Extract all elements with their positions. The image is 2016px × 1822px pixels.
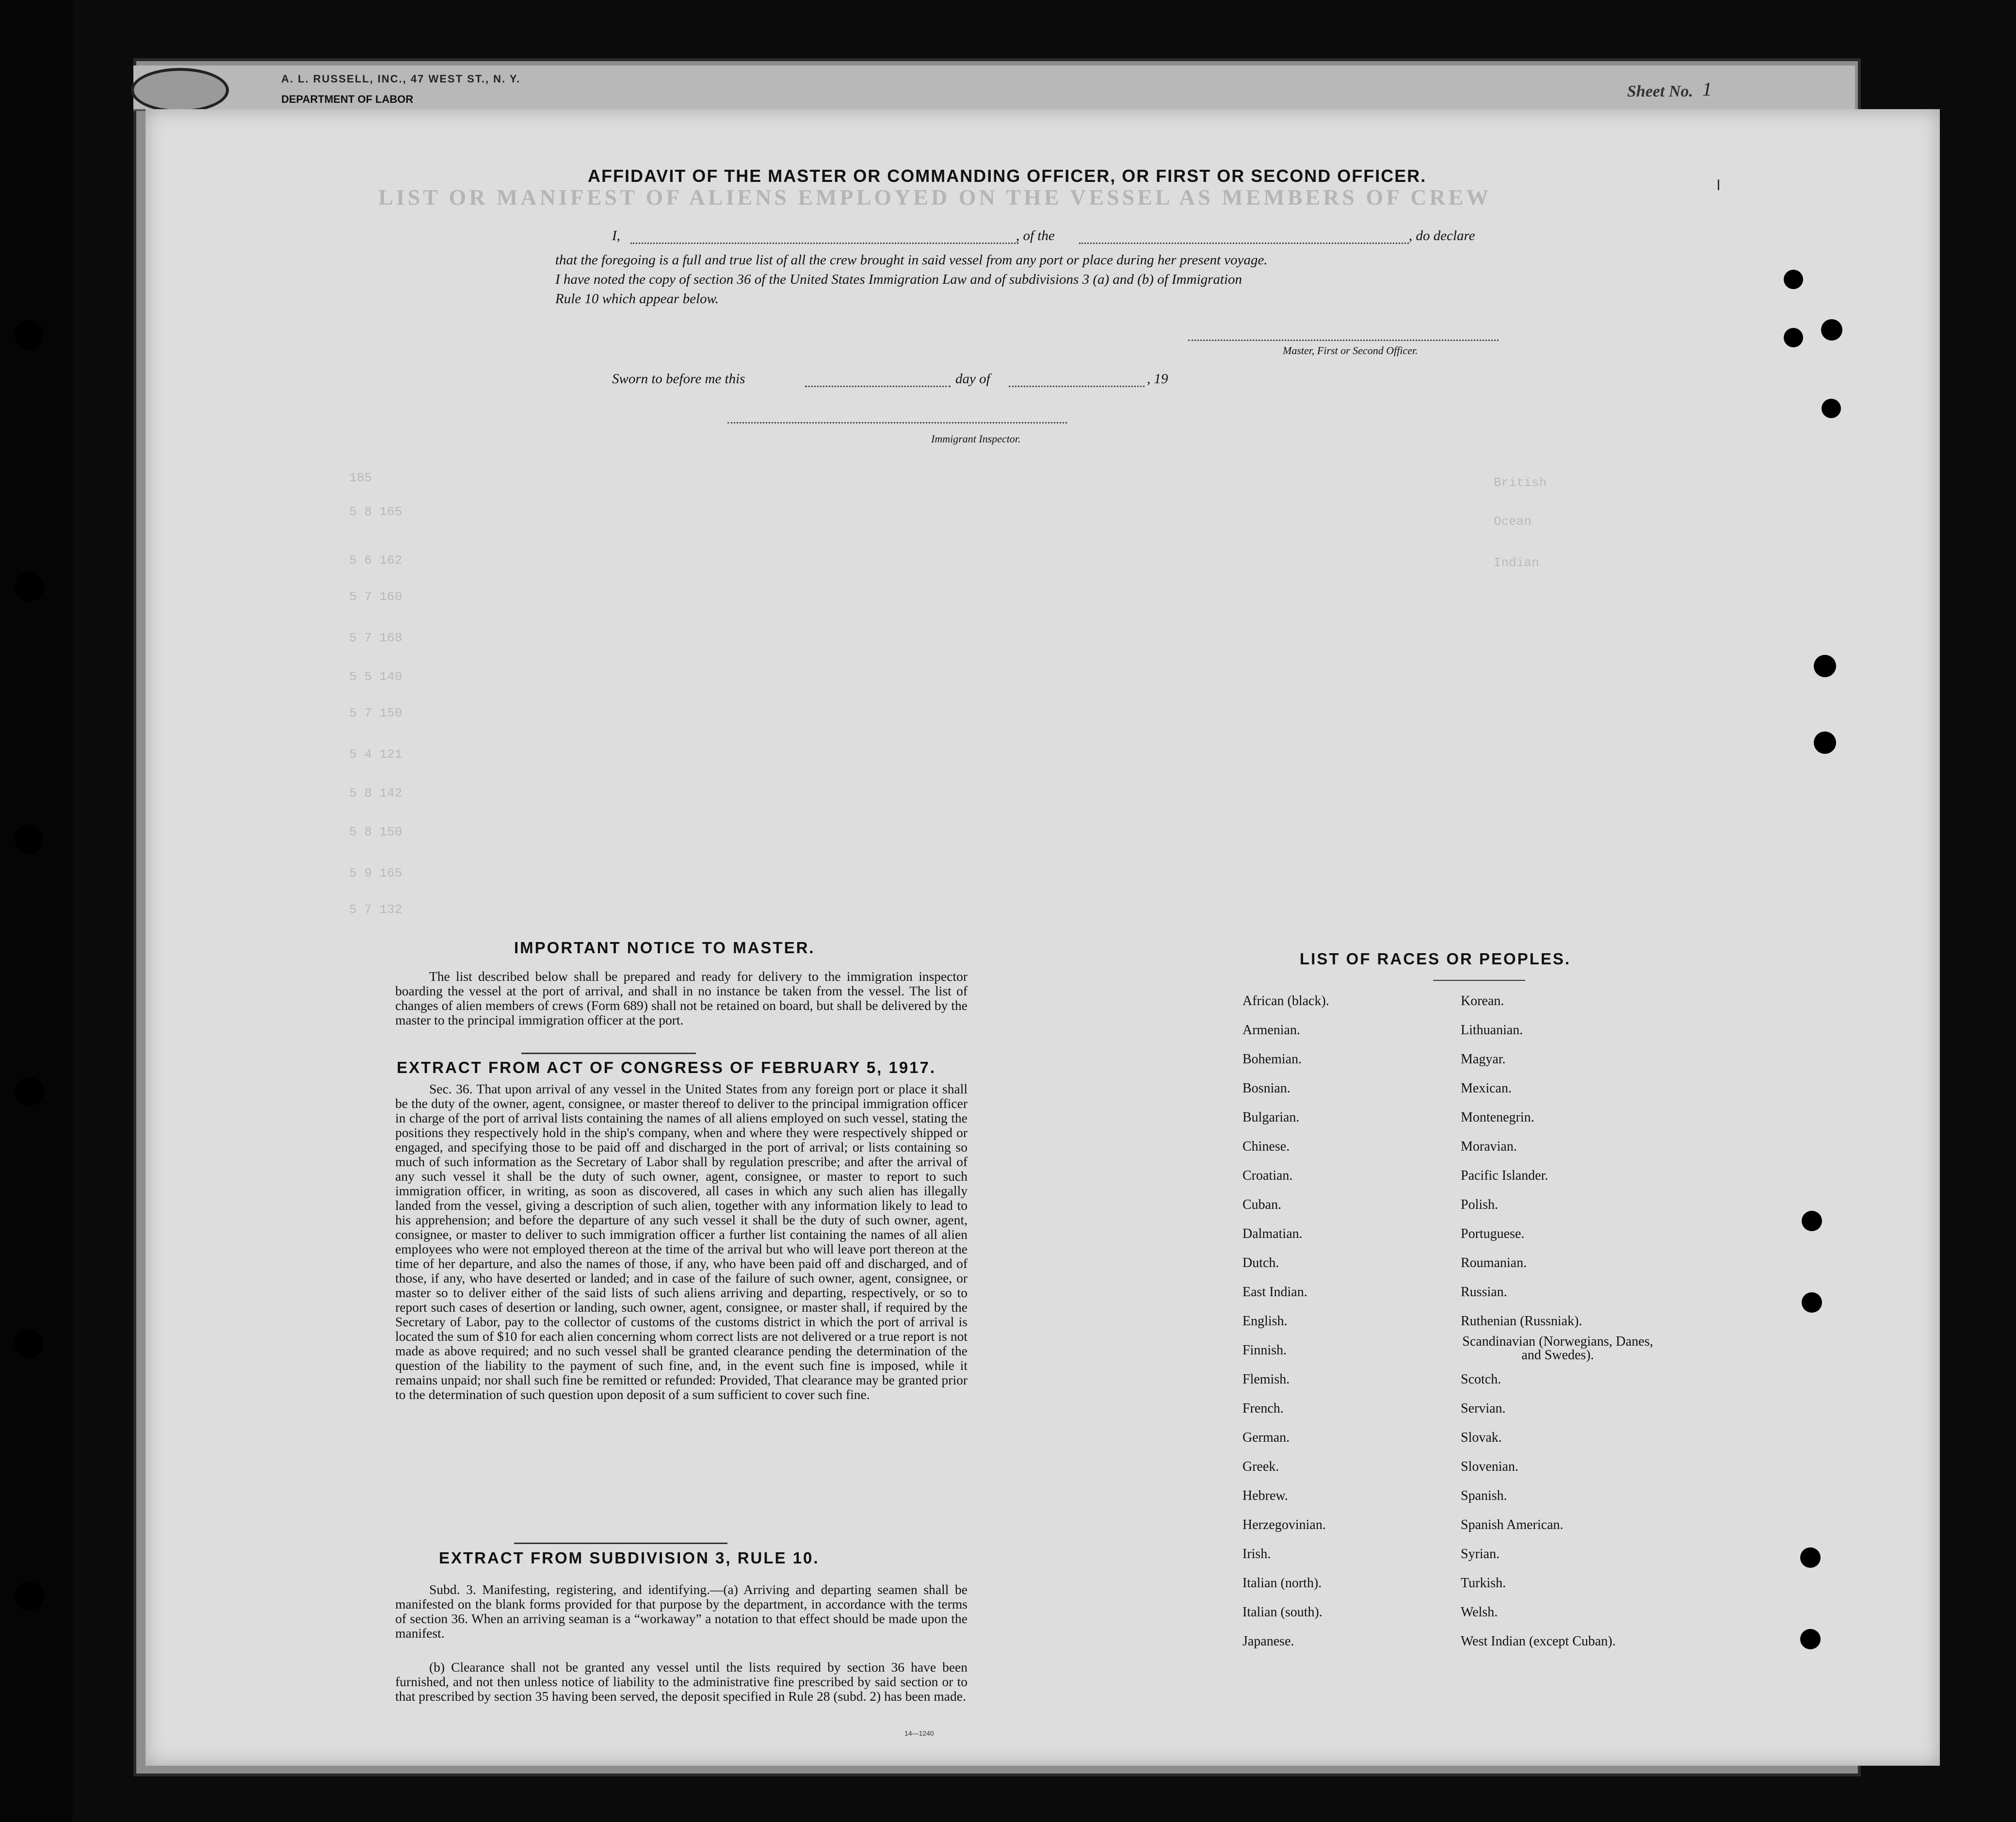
affidavit-line3: I have noted the copy of section 36 of the United States Immigration Law and of subdivisions 3 (a) and (b) of Immigration: [555, 272, 1242, 287]
ghost-row: 5 7 132: [349, 902, 403, 917]
binder-hole-icon: [15, 825, 44, 854]
affidavit-line1-c: , do declare: [1409, 228, 1475, 244]
ghost-row: British: [1494, 475, 1547, 490]
race-item: Roumanian.: [1461, 1255, 1527, 1270]
race-item: Syrian.: [1461, 1546, 1500, 1562]
sworn-month-field[interactable]: [1009, 386, 1145, 387]
race-item: Bohemian.: [1242, 1052, 1302, 1067]
race-item: Turkish.: [1461, 1576, 1506, 1591]
vessel-name-field[interactable]: [1079, 243, 1409, 244]
race-item: East Indian.: [1242, 1285, 1307, 1300]
punch-hole-icon: [1814, 655, 1836, 677]
race-item: Welsh.: [1461, 1605, 1498, 1620]
punch-hole-icon: [1802, 1292, 1822, 1313]
punch-hole-icon: [1800, 1547, 1821, 1568]
punch-hole-icon: [1784, 270, 1803, 289]
act-title: EXTRACT FROM ACT OF CONGRESS OF FEBRUARY 5, 1917.: [397, 1058, 936, 1076]
race-item: Spanish American.: [1461, 1517, 1564, 1532]
race-item: Italian (north).: [1242, 1576, 1322, 1591]
race-item: Cuban.: [1242, 1197, 1282, 1212]
ghost-row: 5 7 160: [349, 589, 403, 604]
race-item: Scandinavian (Norwegians, Danes, and Swedes).: [1462, 1334, 1653, 1363]
race-item: Greek.: [1242, 1459, 1279, 1474]
sheet-number-value: 1: [1702, 78, 1712, 100]
department-label: DEPARTMENT OF LABOR: [281, 93, 414, 105]
master-signature-field[interactable]: [1188, 340, 1499, 341]
race-item: Russian.: [1461, 1285, 1507, 1300]
race-item: Croatian.: [1242, 1168, 1293, 1183]
race-item: English.: [1242, 1314, 1288, 1329]
race-item: Mexican.: [1461, 1081, 1512, 1096]
race-item: Pacific Islander.: [1461, 1168, 1548, 1183]
race-item: African (black).: [1242, 993, 1329, 1009]
form-code: 14—1240: [904, 1729, 934, 1737]
ghost-row: 5 4 121: [349, 747, 403, 762]
inspector-caption: Immigrant Inspector.: [931, 433, 1021, 445]
affidavit-line1-b: , of the: [1016, 228, 1055, 244]
sworn-text-b: day of: [955, 371, 990, 387]
race-item: Hebrew.: [1242, 1488, 1288, 1503]
inspector-signature-field[interactable]: [727, 422, 1067, 423]
affidavit-title: AFFIDAVIT OF THE MASTER OR COMMANDING OFFICER, OR FIRST OR SECOND OFFICER.: [588, 166, 1427, 186]
ghost-row: 5 6 162: [349, 553, 403, 568]
punch-hole-icon: [1822, 399, 1841, 418]
race-item: Portuguese.: [1461, 1226, 1525, 1241]
race-item: Italian (south).: [1242, 1605, 1322, 1620]
race-item: Japanese.: [1242, 1634, 1294, 1649]
race-item: French.: [1242, 1401, 1284, 1416]
race-item: Moravian.: [1461, 1139, 1517, 1154]
race-item: Spanish.: [1461, 1488, 1507, 1503]
tick-mark: [1718, 179, 1719, 190]
race-item: Magyar.: [1461, 1052, 1506, 1067]
ghost-row: 185: [349, 471, 372, 485]
act-text: Sec. 36. That upon arrival of any vessel in the United States from any foreign port or place it shall be the duty of the owner, agent, consignee, or master thereof to deliver to the principal immigration officer in charge of the port of arrival lists containing the names of all aliens employed on such vessel, stating the positions they respectively hold in the ship's company, when and where they were respectively shipped or engaged, and specifying those to be paid off and discharged in the port of arrival; or lists containing so much of such information as the Secretary of Labor shall by regulation prescribe; and after the arrival of any such vessel it shall be the duty of such owner, agent, consignee, or master to report to such immigration officer, in writing, as soon as discovered, all cases in which any such alien has illegally landed from the vessel, giving a description of such alien, together with any information likely to lead to his apprehension; and before the departure of any such vessel it shall be the duty of such owner, agent, consignee, or master to deliver to such immigration officer a further list containing the names of all alien employees who were not employed thereon at the time of the arrival but who will leave port thereon at the time of her departure, and also the names of those, if any, who have been paid off and discharged, and of those, if any, who have deserted or landed; and in case of the failure of such owner, agent, consignee, or master so to deliver either of the said lists of such aliens arriving and departing, respectively, or so to report such cases of desertion or landing, such owner, agent, consignee, or master shall, if required by the Secretary of Labor, pay to the collector of customs of the customs district in which the port of arrival is located the sum of $10 for each alien concerning whom correct lists are not delivered or a true report is not made as above required; and no such vessel shall be granted clearance pending the determination of the question of the liability to the payment of such fine, and, in the event such fine is imposed, while it remains unpaid; nor shall such fine be remitted or refunded: Provided, That clearance may be granted prior to the determination of such question upon deposit of a sum sufficient to cover such fine.: [395, 1081, 968, 1402]
divider: [521, 1053, 696, 1054]
consulate-stamp: [131, 68, 229, 113]
race-item: Slovak.: [1461, 1430, 1502, 1445]
races-title: LIST OF RACES OR PEOPLES.: [1300, 950, 1571, 968]
race-item: Finnish.: [1242, 1343, 1287, 1358]
race-item: Lithuanian.: [1461, 1023, 1523, 1038]
ghost-row: Ocean: [1494, 514, 1532, 529]
punch-hole-icon: [1784, 328, 1803, 347]
ghost-row: 5 8 150: [349, 825, 403, 839]
rule-text-b: (b) Clearance shall not be granted any vessel until the lists required by section 36 have been furnished, and not then unless notice of liability to the administrative fine prescribed by said section or to that prescribed by section 35 having been served, the deposit specified in Rule 28 (subd. 2) has been made.: [395, 1659, 968, 1704]
punch-hole-icon: [1800, 1629, 1821, 1649]
race-item: Flemish.: [1242, 1372, 1290, 1387]
race-item: Chinese.: [1242, 1139, 1290, 1154]
binder-hole-icon: [15, 1581, 44, 1611]
affidavit-line1-a: I,: [612, 228, 620, 244]
sheet-number-label: Sheet No.: [1627, 82, 1693, 100]
race-item: Bosnian.: [1242, 1081, 1290, 1096]
punch-hole-icon: [1814, 732, 1836, 754]
binder-hole-icon: [15, 572, 44, 602]
rule-title: EXTRACT FROM SUBDIVISION 3, RULE 10.: [439, 1549, 820, 1567]
ghost-row: 5 7 168: [349, 631, 403, 645]
affidavit-line2: that the foregoing is a full and true list of all the crew brought in said vessel from any port or place during her present voyage.: [555, 252, 1268, 268]
race-item: Irish.: [1242, 1546, 1271, 1562]
printer-credit: A. L. RUSSELL, INC., 47 WEST ST., N. Y.: [281, 73, 521, 85]
race-item: Polish.: [1461, 1197, 1499, 1212]
master-caption: Master, First or Second Officer.: [1283, 344, 1418, 357]
divider: [1433, 980, 1525, 981]
binder-hole-icon: [15, 320, 44, 349]
race-item: West Indian (except Cuban).: [1461, 1634, 1616, 1649]
ghost-row: 5 9 165: [349, 866, 403, 880]
ghost-show-through-heading: LIST OR MANIFEST OF ALIENS EMPLOYED ON THE VESSEL AS MEMBERS OF CREW: [378, 185, 1492, 210]
race-item: Korean.: [1461, 993, 1504, 1009]
notice-text: The list described below shall be prepared and ready for delivery to the immigration inspector boarding the vessel at the port of arrival, and shall in no instance be taken from the vessel. The list of changes of alien members of crews (Form 689) shall not be retained on board, but shall be delivered by the master to the principal immigration officer at the port.: [395, 969, 968, 1027]
race-item: Armenian.: [1242, 1023, 1300, 1038]
ghost-row: Indian: [1494, 555, 1539, 570]
binder-hole-icon: [15, 1077, 44, 1106]
rule-text-a: Subd. 3. Manifesting, registering, and identifying.—(a) Arriving and departing seamen shall be manifested on the blank forms provided for that purpose by the department, in accordance with the terms of section 36. When an arriving seaman is a “workaway” a notation to that effect should be made upon the manifest.: [395, 1582, 968, 1641]
race-item: Scotch.: [1461, 1372, 1501, 1387]
ghost-row: 5 5 140: [349, 669, 403, 684]
race-item: Servian.: [1461, 1401, 1506, 1416]
race-item: Dalmatian.: [1242, 1226, 1303, 1241]
sworn-text-a: Sworn to before me this: [612, 371, 745, 387]
race-item: Slovenian.: [1461, 1459, 1518, 1474]
race-item: Bulgarian.: [1242, 1110, 1300, 1125]
race-item: Dutch.: [1242, 1255, 1279, 1270]
manifest-page: [145, 109, 1940, 1766]
binder-hole-icon: [15, 1329, 44, 1358]
punch-hole-icon: [1802, 1211, 1822, 1231]
scan-border-left: [0, 0, 73, 1822]
race-item: Ruthenian (Russniak).: [1461, 1314, 1582, 1329]
notice-title: IMPORTANT NOTICE TO MASTER.: [514, 939, 815, 957]
sworn-day-field[interactable]: [805, 386, 951, 387]
ghost-row: 5 8 165: [349, 504, 403, 519]
race-item: German.: [1242, 1430, 1290, 1445]
master-name-field[interactable]: [630, 243, 1018, 244]
race-item: Montenegrin.: [1461, 1110, 1534, 1125]
race-item: Herzegovinian.: [1242, 1517, 1326, 1532]
divider: [514, 1543, 727, 1544]
punch-hole-icon: [1821, 319, 1842, 341]
ghost-row: 5 8 142: [349, 786, 403, 800]
ghost-row: 5 7 150: [349, 706, 403, 720]
affidavit-line4: Rule 10 which appear below.: [555, 291, 719, 307]
sworn-text-c: , 19: [1147, 371, 1168, 387]
